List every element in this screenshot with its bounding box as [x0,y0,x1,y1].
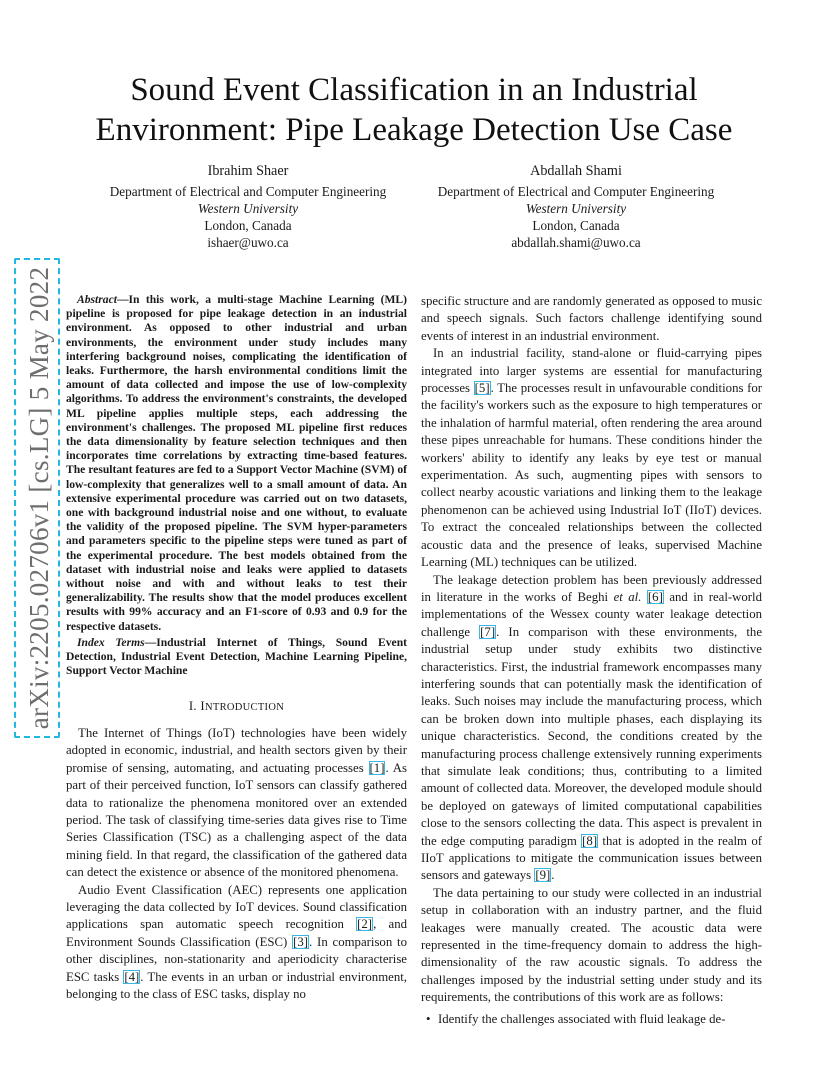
section-numeral: I. [188,699,201,714]
intro-paragraph-5 [421,885,762,1007]
author-block-1 [88,163,408,251]
contributions-list [421,1011,762,1028]
index-terms-text: —Industrial Internet of Things, Sound Event Detection, Industrial Event Detection, Machine Learning Pipeline, Support Vector Machine [66,635,408,678]
paragraph-text: . The processes result in unfavourable conditions for the facility's workers such as the exposure to high temperatures or the inhalation of harmful material, often rendering the area around these pipes unreachable for humans. These conditions hinder the workers' ability to identify any leaks by eye test or manual experimentation. As such, augmenting pipes with sensors to collect nearby acoustic variations and linking them to the leakage phenomenon can be achieved using Industrial IoT (IIoT) devices. To extract the concealed relationships between the collected acoustic data and the presence of leaks, supervised Machine Learning (ML) techniques can be utilized. [421,381,762,570]
author-name: Abdallah Shami [530,163,622,179]
intro-paragraph-3 [421,345,762,571]
paragraph-text: . In comparison with these environments, the industrial setup under study exhibits two distinctive characteristics. First, the industrial framework encompasses many interfering sounds that can potentially mask the identification of leaks. Such noises may include the manufacturing process, which can be broken down into multiple phases, each displaying its unique characteristics. Second, the conditions created by the manufacturing process challenge extensively running experiments that simulate leak conditions; thus, contributing to a limited amount of collected data. Moreover, the developed module should be deployed on gateways of limited computational capabilities close to the sensors collecting the data. This aspect is prevalent in the edge computing paradigm [421,624,762,848]
paragraph-text: The leakage detection problem has been previously addressed in literature in the works of Beghi [421,572,762,604]
paragraph-text: The data pertaining to our study were collected in an industrial setup in collaboration with an industry partner, and the fluid leakages were manually created. The acoustic data were represented in the time-frequency domain to address the high-dimensionality of the raw acoustic signals. To address the challenges imposed by the industrial setting under study and its requirements, the contributions of this work are as follows: [421,885,762,1005]
section-initial: I [200,699,205,714]
arxiv-stamp[interactable] [14,258,60,738]
left-column [66,293,407,1003]
paper-title [60,70,768,150]
citation-link[interactable]: [9] [535,868,551,883]
title-line-2: Environment: Pipe Leakage Detection Use Case [95,112,733,148]
author-email[interactable]: abdallah.shami@uwo.ca [511,235,641,250]
title-line-1: Sound Event Classification in an Industrial [130,72,698,108]
paragraph-text: specific structure and are randomly generated as opposed to music and speech signals. Such factors challenge identifying sound events of interest in an industrial environment. [421,294,762,343]
paragraph-text: that is adopted in the realm of IIoT applications to mitigate the communication issues between sensors and gateways [421,833,762,883]
list-item: • Identify the challenges associated with fluid leakage de- [438,1011,762,1028]
abstract-text: —In this work, a multi-stage Machine Learning (ML) pipeline is proposed for pipe leakage detection in an industrial environment. As opposed to other industrial and urban environments, the environment under study includes many interfering background noises, complicating the identification of leaks. Furthermore, the harsh environmental conditions limit the amount of data collected and impose the use of low-complexity algorithms. To address the environment's constraints, the developed ML pipeline applies multiple steps, each addressing the environment's challenges. The proposed ML pipeline first reduces the data dimensionality by feature selection techniques and then incorporates time correlations by extracting time-based features. The resultant features are fed to a Support Vector Machine (SVM) of low-complexity that generalizes well to a small amount of data. An extensive experimental procedure was carried out on two datasets, one with background industrial noise and one without, to evaluate the validity of the proposed pipeline. The SVM hyper-parameters and parameters specific to the pipeline steps were tuned as part of the experimental procedure. The best models obtained from the dataset with industrial noise and leaks were applied to datasets without noise and with and without leaks to test their generalizability. The results show that the model produces excellent results with 99% accuracy and an F1-score of 0.93 and 0.9 for the respective datasets. [66,293,407,633]
author-block-2 [416,163,736,251]
citation-link[interactable]: [3] [293,934,309,949]
paragraph-text: , and Environment Sounds Classification (ESC) [66,917,407,949]
citation-link[interactable]: [4] [124,969,140,984]
paragraph-text: . The events in an urban or industrial environment, belonging to the class of ESC tasks, display no [66,969,407,1001]
paragraph-text: . In comparison to other disciplines, non-stationarity and aperiodicity characterise ESC tasks [66,934,407,984]
section-title-rest: NTRODUCTION [204,702,285,714]
emphasis-text: et al. [613,589,642,604]
author-university: Western University [525,201,627,216]
right-column [421,293,762,1028]
paragraph-text: and in real-world implementations of the Wessex county water leakage detection challenge [421,589,762,639]
index-terms-label: Index Terms [77,635,145,649]
author-name: Ibrahim Shaer [207,163,289,179]
paragraph-continued [421,293,762,345]
author-university: Western University [197,201,299,216]
citation-link[interactable]: [1] [369,760,385,775]
arxiv-stamp-text: arXiv:2205.02706v1 [cs.LG] 5 May 2022 [14,258,60,738]
author-location: London, Canada [532,218,620,233]
author-location: London, Canada [204,218,292,233]
citation-link[interactable]: [8] [582,833,598,848]
citation-link[interactable]: [2] [357,917,373,932]
abstract-label: Abstract [77,293,117,306]
paragraph-text: . As part of their perceived function, IoT sensors can classify gathered data to rationalize the phenomena monitored over an extended period. The task of classifying time-series data gives rise to Time Series Classification (TSC) as a challenging aspect of the data mining field. In that regard, the classification of the gathered data can detect the existence or absence of the monitored phenomena. [66,760,408,880]
section-heading-introduction [66,698,407,716]
citation-link[interactable]: [7] [480,624,496,639]
citation-link[interactable]: [5] [474,381,490,396]
intro-paragraph-2 [66,882,407,1004]
index-terms [66,636,407,679]
paragraph-text: The Internet of Things (IoT) technologies have been widely adopted in economic, industrial, and health sectors given by their promise of sensing, automating, and actuating processes [66,725,407,775]
author-email[interactable]: ishaer@uwo.ca [207,235,289,250]
paragraph-text: In an industrial facility, stand-alone or fluid-carrying pipes integrated into larger systems are essential for manufacturing processes [421,346,762,396]
abstract [66,293,407,634]
intro-paragraph-4 [421,572,762,885]
paragraph-text: Audio Event Classification (AEC) represents one application leveraging the data collected by IoT devices. Sound classification applications span automatic speech recognition [66,882,407,932]
intro-paragraph-1 [66,725,407,882]
author-department: Department of Electrical and Computer Engineering [437,184,715,199]
paragraph-text: . [551,868,555,883]
author-department: Department of Electrical and Computer Engineering [109,184,387,199]
citation-link[interactable]: [6] [647,589,663,604]
